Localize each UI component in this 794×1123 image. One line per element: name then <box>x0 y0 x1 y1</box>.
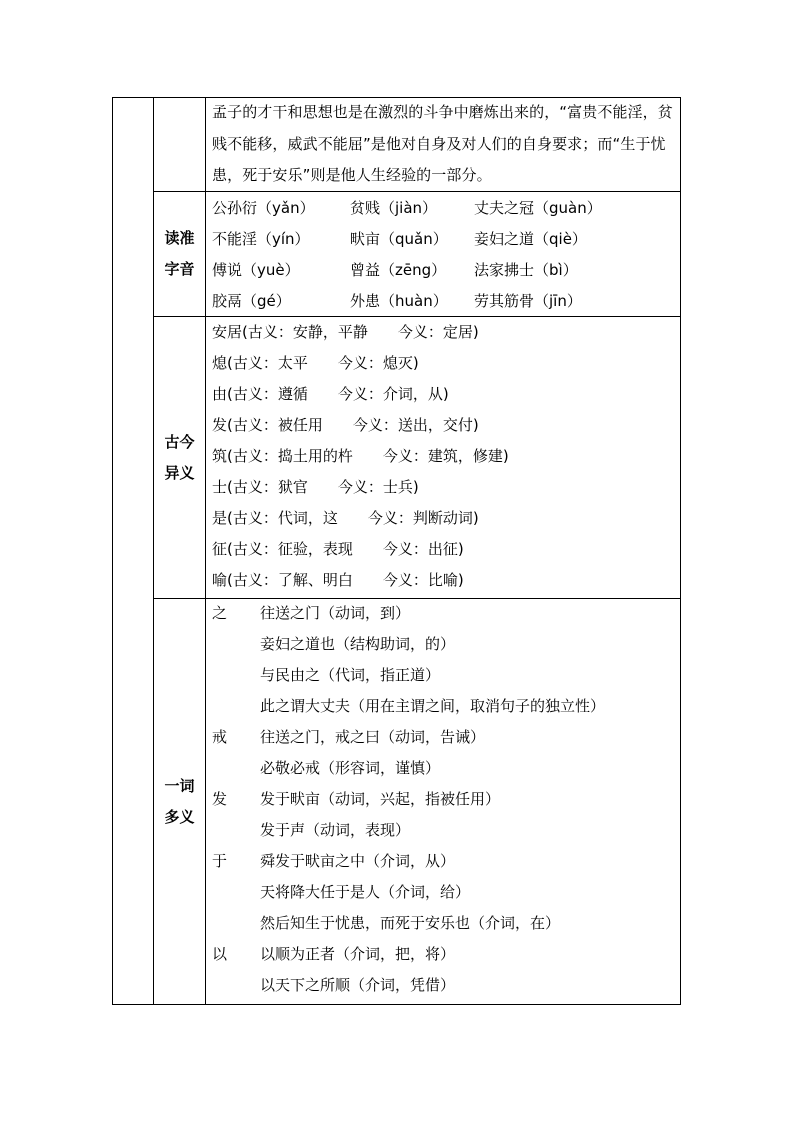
list-item: 戒 往送之门，戒之曰（动词，告诫） <box>212 728 486 746</box>
ancient-modern-label: 古今 异义 <box>164 432 195 482</box>
pronunciation-row: 傅说（yuè） 曾益（zēng） 法家拂士（bì） <box>212 261 578 279</box>
pronunciation-list <box>212 193 676 317</box>
list-item: 妾妇之道也（结构助词，的） <box>260 635 456 653</box>
list-item: 由(古义：遵循 今义：介词，从) <box>212 385 449 403</box>
list-item: 是(古义：代词，这 今义：判断动词) <box>212 509 479 527</box>
list-item: 天将降大任于是人（介词，给） <box>260 883 471 901</box>
pronunciation-row: 不能淫（yín） 畎亩（quǎn） 妾妇之道（qiè） <box>212 230 587 248</box>
list-item: 征(古义：征验，表现 今义：出征) <box>212 540 464 558</box>
list-item: 士(古义：狱官 今义：士兵) <box>212 478 419 496</box>
list-item: 必敬必戒（形容词，谨慎） <box>260 759 441 777</box>
pronunciation-label: 读准 字音 <box>164 229 195 278</box>
list-item: 发 发于畎亩（动词，兴起，指被任用） <box>212 790 501 808</box>
list-item: 于 舜发于畎亩之中（介词，从） <box>212 852 456 870</box>
list-item: 喻(古义：了解、明白 今义：比喻) <box>212 571 464 589</box>
polysemy-label: 一词 多义 <box>164 777 195 826</box>
list-item: 发(古义：被任用 今义：送出，交付) <box>212 416 479 434</box>
ancient-modern-list <box>212 317 676 596</box>
list-item: 发于声（动词，表现） <box>260 821 411 839</box>
list-item: 以天下之所顺（介词，凭借） <box>260 976 456 994</box>
list-item: 之 往送之门（动词，到） <box>212 604 411 622</box>
column-divider-2 <box>205 98 206 1004</box>
list-item: 筑(古义：捣土用的杵 今义：建筑，修建) <box>212 447 509 465</box>
list-item: 此之谓大丈夫（用在主谓之间，取消句子的独立性） <box>260 697 606 715</box>
study-table <box>112 97 681 1005</box>
list-item: 然后知生于忧患，而死于安乐也（介词，在） <box>260 914 561 932</box>
list-item: 以 以顺为正者（介词，把，将） <box>212 945 456 963</box>
list-item: 与民由之（代词，指正道） <box>260 666 441 684</box>
pronunciation-row: 公孙衍（yǎn） 贫贱（jiàn） 丈夫之冠（guàn） <box>212 199 602 217</box>
list-item: 安居(古义：安静，平静 今义：定居) <box>212 323 479 341</box>
polysemy-list <box>212 598 676 1001</box>
list-item: 熄(古义：太平 今义：熄灭) <box>212 354 419 372</box>
pronunciation-row: 胶鬲（gé） 外患（huàn） 劳其筋骨（jīn） <box>212 292 582 310</box>
intro-paragraph: 孟子的才干和思想也是在激烈的斗争中磨炼出来的，“富贵不能淫，贫贱不能移，威武不能屈”是他对自身及对人们的自身要求；而“生于忧患，死于安乐”则是他人生经验的一部分。 <box>212 103 673 184</box>
